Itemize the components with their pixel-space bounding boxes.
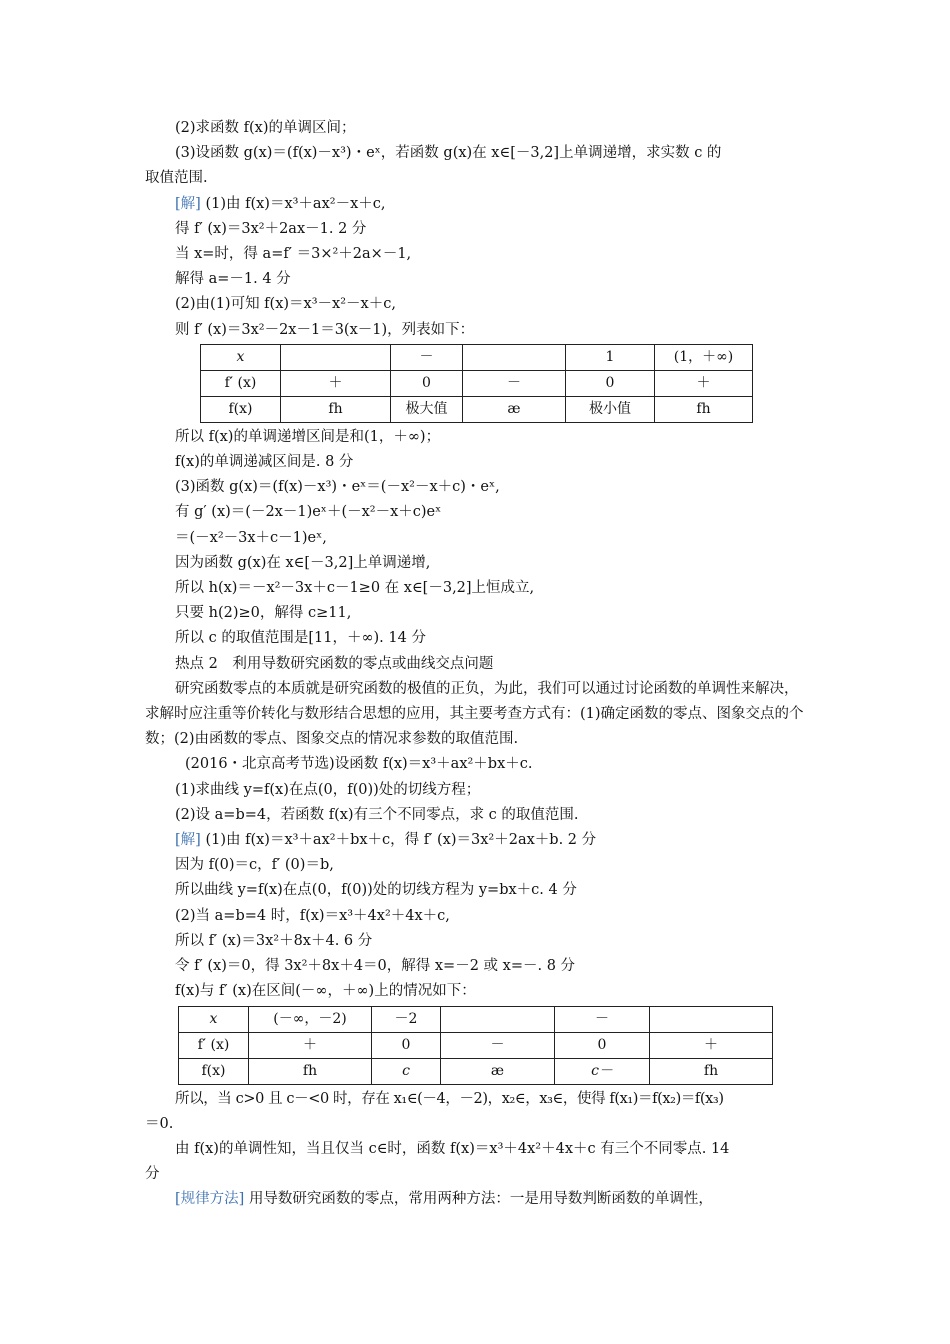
table-row <box>201 396 753 422</box>
table-cell: 0 <box>566 370 655 396</box>
table-cell: fh <box>655 396 753 422</box>
monotonicity-table-2 <box>178 1006 773 1085</box>
solution-line: (1)由 f(x)＝x³＋ax²－x＋c, <box>205 195 386 212</box>
table-cell: 极小值 <box>566 396 655 422</box>
solution-line: ＝0. <box>145 1115 174 1132</box>
solution-line: 所以 f′ (x)＝3x²＋8x＋4. 6 分 <box>175 932 373 949</box>
section-heading: 热点 2 利用导数研究函数的零点或曲线交点问题 <box>175 655 494 672</box>
table-cell: 0 <box>372 1032 441 1058</box>
table-cell: fh <box>281 396 391 422</box>
table-cell: ＋ <box>249 1032 372 1058</box>
question-2: (2)求函数 f(x)的单调区间； <box>175 120 356 136</box>
table-cell: 1 <box>566 344 655 370</box>
question-3-cont: 取值范围. <box>145 170 208 187</box>
table-cell: (－∞，－2) <box>249 1006 372 1032</box>
table-cell: fh <box>650 1058 773 1084</box>
table-cell: c <box>372 1058 441 1084</box>
question-3: (3)设函数 g(x)＝(f(x)－x³)・eˣ，若函数 g(x)在 x∈[－3,2]上单调递增，求实数 c 的 <box>175 145 722 162</box>
method-text: 用导数研究函数的零点，常用两种方法：一是用导数判断函数的单调性， <box>248 1191 713 1208</box>
table-cell: ＋ <box>650 1032 773 1058</box>
solution-tag: [解] <box>175 832 201 849</box>
solution-line: 因为 f(0)＝c，f′ (0)＝b, <box>175 857 334 874</box>
table-cell: f′ (x) <box>179 1032 249 1058</box>
table-cell: x <box>179 1006 249 1032</box>
table-cell: ＋ <box>655 370 753 396</box>
table-cell: (1，＋∞) <box>655 344 753 370</box>
table-cell: 0 <box>555 1032 650 1058</box>
solution-line: f(x)的单调递减区间是. 8 分 <box>175 454 354 471</box>
example-title: (2016・北京高考节选)设函数 f(x)＝x³＋ax²＋bx＋c. <box>185 756 533 773</box>
table-cell: － <box>555 1006 650 1032</box>
table-cell: －2 <box>372 1006 441 1032</box>
table-cell: 极大值 <box>391 396 463 422</box>
table-cell: f(x) <box>201 396 281 422</box>
solution-line: 所以 f(x)的单调递增区间是和(1，＋∞)； <box>175 428 441 445</box>
solution-line: 分 <box>145 1166 160 1183</box>
section-intro: 研究函数零点的本质就是研究函数的极值的正负，为此，我们可以通过讨论函数的单调性来解决，求解时应注重等价转化与数形结合思想的应用，其主要考查方式有：(1)确定函数的零点、图象交点的个数；(2)由函数的零点、图象交点的情况求参数的取值范围. <box>145 680 804 748</box>
solution-line: 只要 h(2)≥0，解得 c≥11, <box>175 605 352 622</box>
table-cell: ＋ <box>281 370 391 396</box>
solution-line: 则 f′ (x)＝3x²－2x－1＝3(x－1)，列表如下： <box>175 321 475 338</box>
table-cell: fh <box>249 1058 372 1084</box>
solution-line: 因为函数 g(x)在 x∈[－3,2]上单调递增, <box>175 554 431 571</box>
table-cell: c－ <box>555 1058 650 1084</box>
solution-line: 令 f′ (x)＝0，得 3x²＋8x＋4＝0，解得 x=－2 或 x=－. 8 分 <box>175 958 576 975</box>
solution-line: 得 f′ (x)＝3x²＋2ax－1. 2 分 <box>175 220 367 237</box>
table-row <box>201 344 753 370</box>
solution-line: (3)函数 g(x)＝(f(x)－x³)・eˣ＝(－x²－x＋c)・eˣ, <box>175 479 500 496</box>
solution-line: 所以曲线 y=f(x)在点(0，f(0))处的切线方程为 y=bx＋c. 4 分 <box>175 882 577 899</box>
table-row <box>179 1032 773 1058</box>
table-cell: f′ (x) <box>201 370 281 396</box>
monotonicity-table-1 <box>200 344 753 423</box>
table-row <box>179 1006 773 1032</box>
solution-line: 所以 c 的取值范围是[11，＋∞). 14 分 <box>175 630 426 647</box>
solution-line: 所以，当 c>0 且 c－<0 时，存在 x₁∈(－4，－2)，x₂∈，x₃∈，使得 f(x₁)＝f(x₂)＝f(x₃) <box>175 1090 724 1107</box>
table-cell <box>650 1006 773 1032</box>
table-cell <box>441 1006 555 1032</box>
solution-line: 由 f(x)的单调性知，当且仅当 c∈时，函数 f(x)＝x³＋4x²＋4x＋c 有三个不同零点. 14 <box>175 1140 730 1157</box>
table-cell: æ <box>463 396 566 422</box>
example-question-2: (2)设 a=b=4，若函数 f(x)有三个不同零点，求 c 的取值范围. <box>175 806 579 823</box>
solution-line: ＝(－x²－3x＋c－1)eˣ, <box>175 529 327 546</box>
table-cell <box>463 344 566 370</box>
solution-line: 当 x=时，得 a=f′ ＝3×²＋2a×－1, <box>175 246 412 263</box>
example-question-1: (1)求曲线 y=f(x)在点(0，f(0))处的切线方程； <box>175 781 481 798</box>
solution-line: 有 g′ (x)＝(－2x－1)eˣ＋(－x²－x＋c)eˣ <box>175 504 442 521</box>
table-cell: － <box>441 1032 555 1058</box>
table-cell: f(x) <box>179 1058 249 1084</box>
solution-line: (2)由(1)可知 f(x)＝x³－x²－x＋c, <box>175 296 396 313</box>
table-cell: æ <box>441 1058 555 1084</box>
method-tag: [规律方法] <box>175 1191 245 1208</box>
table-cell: 0 <box>391 370 463 396</box>
document-page <box>145 116 810 1213</box>
solution-tag: [解] <box>175 195 201 212</box>
table-cell: － <box>391 344 463 370</box>
solution-line: (1)由 f(x)＝x³＋ax²＋bx＋c，得 f′ (x)＝3x²＋2ax＋b. 2 分 <box>205 832 597 849</box>
table-row <box>201 370 753 396</box>
solution-line: 解得 a=－1. 4 分 <box>175 271 291 288</box>
table-cell: x <box>201 344 281 370</box>
solution-line: f(x)与 f′ (x)在区间(－∞，＋∞)上的情况如下： <box>175 983 476 1000</box>
table-row <box>179 1058 773 1084</box>
solution-line: (2)当 a=b=4 时，f(x)＝x³＋4x²＋4x＋c, <box>175 907 450 924</box>
solution-line: 所以 h(x)＝－x²－3x＋c－1≥0 在 x∈[－3,2]上恒成立, <box>175 580 535 597</box>
table-cell <box>281 344 391 370</box>
table-cell: － <box>463 370 566 396</box>
